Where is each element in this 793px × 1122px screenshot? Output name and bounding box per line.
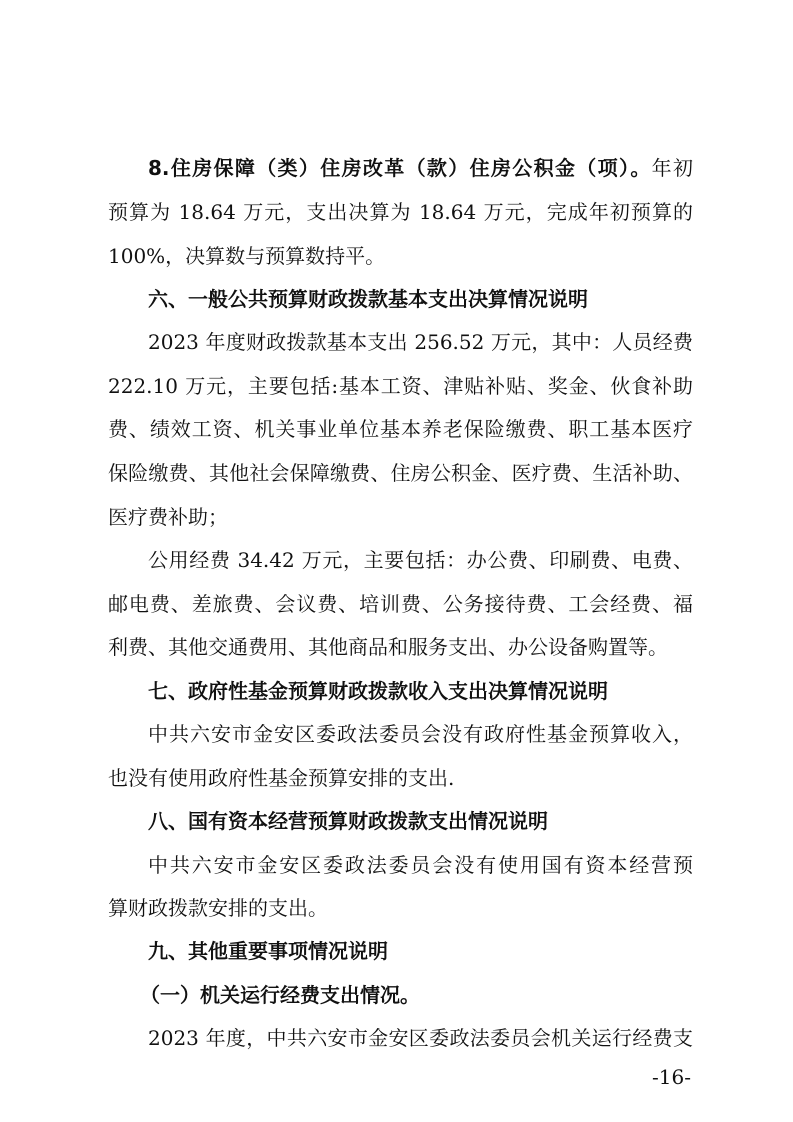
paragraph-line bbox=[148, 149, 693, 187]
paragraph-line: 利费、其他交通费用、其他商品和服务支出、办公设备购置等。 bbox=[108, 635, 668, 659]
paragraph-line: 2023 年度财政拨款基本支出 256.52 万元，其中：人员经费 bbox=[148, 330, 693, 354]
section-heading: 六、一般公共预算财政拨款基本支出决算情况说明 bbox=[148, 287, 588, 311]
section-heading: 八、国有资本经营预算财政拨款支出情况说明 bbox=[148, 809, 548, 833]
paragraph-line: 预算为 18.64 万元，支出决算为 18.64 万元，完成年初预算的 bbox=[108, 200, 693, 224]
paragraph-line: 保险缴费、其他社会保障缴费、住房公积金、医疗费、生活补助、 bbox=[108, 461, 693, 485]
page-number: -16- bbox=[652, 1065, 691, 1089]
section-heading-inline: 8.住房保障（类）住房改革（款）住房公积金（项）。 bbox=[148, 156, 652, 180]
paragraph-line: 算财政拨款安排的支出。 bbox=[108, 896, 328, 920]
paragraph-line: 公用经费 34.42 万元，主要包括：办公费、印刷费、电费、 bbox=[148, 548, 693, 572]
section-heading: 七、政府性基金预算财政拨款收入支出决算情况说明 bbox=[148, 679, 608, 703]
paragraph-line: 100%，决算数与预算数持平。 bbox=[108, 244, 386, 268]
paragraph-line: 2023 年度，中共六安市金安区委政法委员会机关运行经费支 bbox=[148, 1026, 693, 1050]
paragraph-line: 222.10 万元，主要包括:基本工资、津贴补贴、奖金、伙食补助 bbox=[108, 374, 693, 398]
paragraph-line: 也没有使用政府性基金预算安排的支出. bbox=[108, 766, 455, 790]
paragraph-line: 医疗费补助； bbox=[108, 505, 228, 529]
paragraph-text: 年初 bbox=[651, 156, 694, 180]
paragraph-line: 费、绩效工资、机关事业单位基本养老保险缴费、职工基本医疗 bbox=[108, 417, 693, 441]
subsection-heading: （一）机关运行经费支出情况。 bbox=[140, 983, 420, 1007]
paragraph-line: 邮电费、差旅费、会议费、培训费、公务接待费、工会经费、福 bbox=[108, 592, 693, 616]
section-heading: 九、其他重要事项情况说明 bbox=[148, 939, 388, 963]
paragraph-line: 中共六安市金安区委政法委员会没有政府性基金预算收入， bbox=[148, 722, 693, 746]
paragraph-line: 中共六安市金安区委政法委员会没有使用国有资本经营预 bbox=[148, 853, 693, 877]
